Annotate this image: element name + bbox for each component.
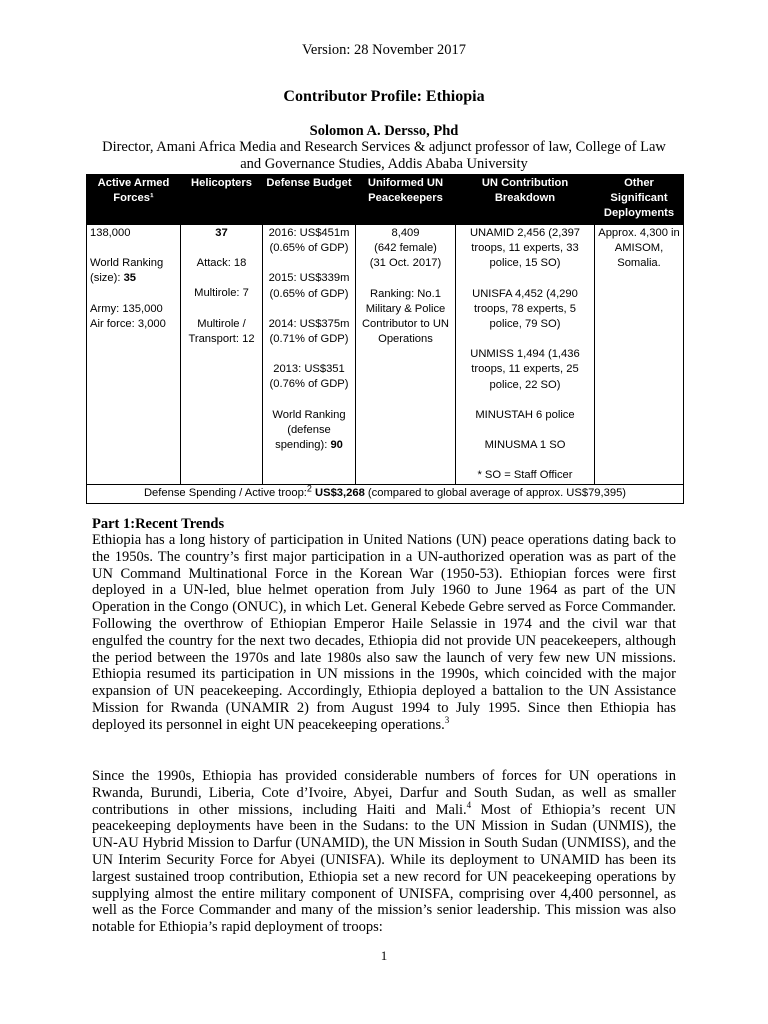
peacekeepers-ranking: Ranking: No.1 Military & Police Contributor to UN Operations	[361, 287, 450, 346]
col-header-forces: Active Armed Forces¹	[87, 175, 181, 225]
col-header-helicopters: Helicopters	[181, 175, 263, 225]
breakdown-cell	[456, 225, 595, 485]
peacekeepers-female: (642 female)	[374, 242, 437, 255]
budget-2014: 2014: US$375m (0.71% of GDP)	[268, 317, 350, 346]
spending-per-troop-value: US$3,268	[311, 487, 365, 500]
breakdown-unmiss: UNMISS 1,494 (1,436 troops, 11 experts, 25 police, 22 SO)	[470, 348, 580, 391]
table-row	[87, 225, 684, 485]
author-affiliation: Director, Amani Africa Media and Research Services & adjunct professor of law, College of Law and Governance Studies, Addis Ababa University	[102, 139, 666, 172]
helicopters-cell	[181, 225, 263, 485]
budget-2013: 2013: US$351 (0.76% of GDP)	[269, 363, 349, 391]
breakdown-minusma: MINUSMA 1 SO	[484, 439, 566, 452]
version-line: Version: 28 November 2017	[302, 42, 466, 58]
page-title: Contributor Profile: Ethiopia	[283, 88, 485, 105]
forces-cell	[87, 225, 181, 485]
helicopters-total: 37	[215, 227, 228, 239]
profile-table-wrapper	[86, 174, 683, 504]
forces-total: 138,000	[90, 227, 131, 239]
forces-ranking: World Ranking (size): 35	[90, 257, 164, 285]
section-heading: Part 1:Recent Trends	[92, 516, 225, 532]
paragraph-2: Since the 1990s, Ethiopia has provided considerable numbers of forces for UN operations in Rwanda, Burundi, Liberia, Cote d’Ivoire, Abyei, Darfur and South Sudan, as well as smaller contributions in other missions, including Haiti and Mali.$^4$ Most of Ethiopia’s recent UN peacekeeping deployments have been in the Sudans: to the UN Mission in Sudan (UNMIS), the UN-AU Hybrid Mission to Darfur (UNAMID), the UN Mission in South Sudan (UNMISS), and the UN Interim Security Force for Abyei (UNISFA). While its deployment to UNAMID has been its largest sustained troop contribution, Ethiopia set a new record for UN peacekeeping operations by supplying almost the entire military component of UNISFA, comprising over 4,400 personnel, as well as the Force Commander and many of the mission’s senior leadership. This mission was also notable for Ethiopia’s rapid deployment of troops:	[92, 768, 676, 936]
table-footer-row	[87, 485, 684, 503]
paragraph-1: Ethiopia has a long history of participation in United Nations (UN) peace operations dating back to the 1950s. The country’s first major participation in a UN-authorized operation was as part of the UN Command Multinational Force in the Korean War (1950-53). Ethiopian forces were first deployed in a UN-led, blue helmet operation from July 1960 to June 1964 as part of the UN Operation in the Congo (ONUC), in which Let. General Kebede Gebre served as Force Commander. Following the overthrow of Ethiopian Emperor Haile Selassie in 1974 and the civil war that engulfed the country for the next two decades, Ethiopia did not provide UN peacekeepers, although the period between the 1970s and late 1980s also saw the launch of very few new UN missions. Ethiopia resumed its participation in UN missions in the 1990s, which coincided with the major expansion of UN peacekeeping. Accordingly, Ethiopia deployed a battalion to the UN Assistance Mission for Rwanda (UNAMIR 2) from August 1994 to July 1995. Since then Ethiopia has deployed its personnel in eight UN peacekeeping operations.$^3$	[92, 532, 676, 733]
breakdown-note: * SO = Staff Officer	[477, 469, 573, 482]
col-header-peacekeepers: Uniformed UN Peacekeepers	[356, 175, 456, 225]
col-header-budget: Defense Budget	[263, 175, 356, 225]
helicopters-multirole-transport: Multirole / Transport: 12	[188, 317, 255, 345]
breakdown-unamid: UNAMID 2,456 (2,397 troops, 11 experts, 33 police, 15 SO)	[469, 227, 581, 270]
page-number: 1	[380, 948, 388, 963]
col-header-breakdown: UN Contribution Breakdown	[456, 175, 595, 225]
budget-ranking-value: 90	[330, 439, 343, 452]
col-header-other: Other Significant Deployments	[595, 175, 684, 225]
other-deployments-cell	[595, 225, 684, 485]
budget-cell	[263, 225, 356, 485]
budget-ranking: World Ranking (defense spending): 90	[272, 408, 346, 452]
other-deployments: Approx. 4,300 in AMISOM, Somalia.	[598, 227, 680, 270]
peacekeepers-cell	[356, 225, 456, 485]
forces-airforce: Air force: 3,000	[90, 317, 166, 330]
budget-2016: 2016: US$451m (0.65% of GDP)	[268, 227, 350, 255]
spending-per-troop: Defense Spending / Active troop:$^2$ US$3,268 (compared to global average of approx. US$79,395)	[87, 485, 684, 503]
budget-2015: 2015: US$339m (0.65% of GDP)	[268, 272, 350, 300]
forces-army: Army: 135,000	[90, 302, 163, 315]
profile-table	[86, 174, 684, 504]
breakdown-unisfa: UNISFA 4,452 (4,290 troops, 78 experts, 5 police, 79 SO)	[472, 287, 578, 331]
breakdown-minustah: MINUSTAH 6 police	[475, 408, 575, 421]
forces-ranking-value: 35	[123, 272, 137, 285]
helicopters-attack: Attack: 18	[196, 257, 247, 270]
helicopters-multirole: Multirole: 7	[194, 287, 249, 300]
peacekeepers-total: 8,409	[391, 227, 420, 239]
author-name: Solomon A. Dersso, Phd	[309, 123, 459, 139]
peacekeepers-date: (31 Oct. 2017)	[369, 257, 442, 270]
table-header-row	[87, 175, 684, 225]
